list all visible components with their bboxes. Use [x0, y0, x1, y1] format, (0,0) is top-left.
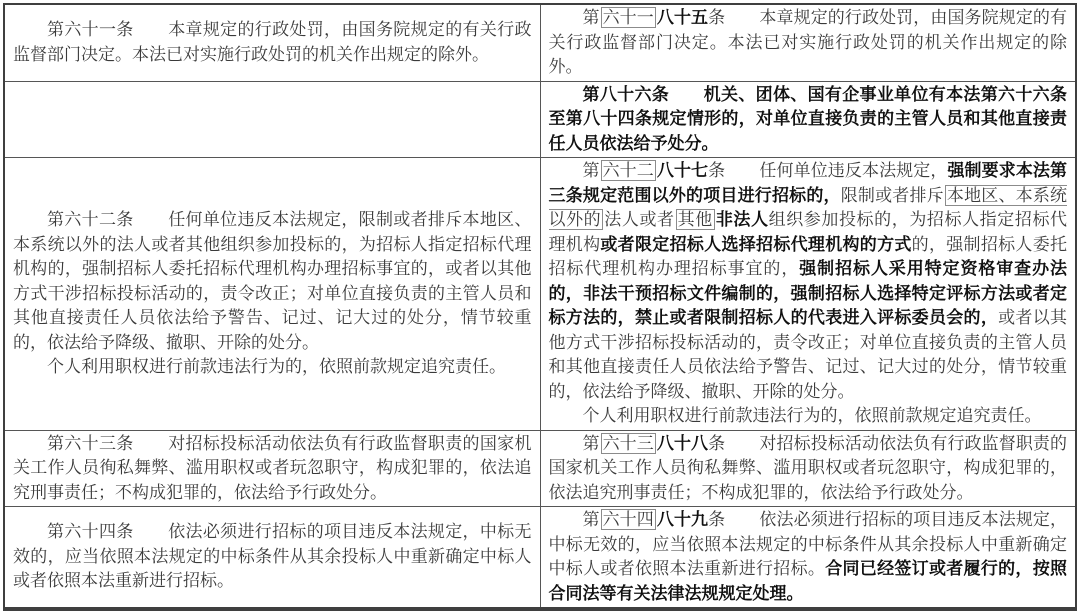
normal-text: 第六十四条 依法必须进行招标的项目违反本法规定，中标无效的，应当依照本法规定的中标条件从其余投标人中重新确定中标人或者依照本法重新进行招标。: [13, 522, 532, 591]
new-text-cell: [540, 4, 1076, 81]
law-paragraph: [13, 520, 532, 594]
old-text-cell: [4, 507, 540, 610]
table-row: [4, 81, 1076, 158]
law-comparison-table: [3, 3, 1077, 611]
normal-text: 法人或者: [604, 210, 675, 229]
deleted-text: 本地区、本系统以外的: [548, 185, 1068, 229]
law-paragraph: [549, 159, 1068, 404]
added-text: 八十五: [656, 8, 709, 27]
new-text-cell: [540, 158, 1076, 431]
normal-text: 组织参加投标的，为招标人指定招标代理机构: [548, 210, 1068, 254]
deleted-text: 其他: [677, 210, 713, 229]
law-paragraph: [13, 208, 532, 355]
new-text-cell: [540, 81, 1076, 158]
old-text-cell: [4, 4, 540, 81]
normal-text: 第六十一条 本章规定的行政处罚，由国务院规定的有关行政监督部门决定。本法已对实施行政处罚的机关作出规定的除外。: [13, 20, 532, 64]
added-text: 八十九: [656, 510, 709, 529]
table-row: [4, 430, 1076, 507]
normal-text: 个人利用职权进行前款违法行为的，依照前款规定追究责任。: [47, 357, 506, 376]
normal-text: 第: [582, 510, 600, 529]
deleted-text: 六十一: [602, 8, 654, 27]
normal-text: 条 依法必须进行招标的项目违反本法规定，中标无效的，应当依照本法规定的中标条件从其余投标人中重新确定中标人或者依照本法重新进行招标。: [548, 510, 1068, 578]
normal-text: 第: [582, 433, 600, 453]
deleted-text: 六十三: [602, 433, 654, 453]
normal-text: 或者以其他方式干涉招标投标活动的，责令改正；对单位直接负责的主管人员和其他直接责任人员依法给予警告、记过、记大过的处分，情节较重的，依法给予降级、撤职、开除的处分。: [548, 308, 1068, 401]
normal-text: 第: [582, 8, 600, 27]
old-text-cell: [4, 158, 540, 431]
table-row: [4, 158, 1076, 431]
normal-text: 第六十二条 任何单位违反本法规定，限制或者排斥本地区、本系统以外的法人或者其他组织参加投标的，为招标人指定招标代理机构的，强制招标人委托招标代理机构办理招标事宜的，或者以其他方式干涉招标投标活动的，责令改正；对单位直接负责的主管人员和其他直接责任人员依法给予警告、记过、记大过的处分，情节较重的，依法给予降级、撤职、开除的处分。: [13, 210, 532, 352]
normal-text: 个人利用职权进行前款违法行为的，依照前款规定追究责任。: [582, 406, 1042, 425]
deleted-text: 六十二: [602, 161, 654, 180]
added-text: 合同已经签订或者履行的，按照合同法等有关法律法规规定处理。: [548, 559, 1068, 603]
added-text: 非法人: [715, 210, 769, 229]
table-row: [4, 507, 1076, 610]
added-text: 或者限定招标人选择招标代理机构的方式: [600, 234, 912, 254]
law-paragraph: [549, 6, 1068, 80]
law-paragraph: [549, 508, 1068, 606]
old-text-cell: [4, 81, 540, 158]
added-text: 八十七: [656, 161, 709, 180]
normal-text: 的，强制招标人委托招标代理机构办理招标事宜的，: [548, 234, 1068, 278]
law-paragraph: [549, 404, 1068, 429]
deleted-text: 六十四: [602, 510, 654, 529]
normal-text: 条 本章规定的行政处罚，由国务院规定的有关行政监督部门决定。本法已对实施行政处罚的机关作出规定的除外。: [548, 8, 1068, 76]
normal-text: 限制或者排斥: [840, 185, 944, 205]
comparison-table-body: [4, 4, 1076, 609]
law-paragraph: [13, 355, 532, 380]
normal-text: 条 对招标投标活动依法负有行政监督职责的国家机关工作人员徇私舞弊、滥用职权或者玩忽职守，构成犯罪的，依法追究刑事责任；不构成犯罪的，依法给予行政处分。: [548, 433, 1068, 502]
table-row: [4, 4, 1076, 81]
added-text: 强制要求本法第三条规定范围以外的项目进行招标的，: [548, 161, 1068, 205]
old-text-cell: [4, 430, 540, 507]
law-paragraph: [549, 432, 1068, 506]
law-paragraph: [13, 18, 532, 67]
normal-text: 条 任何单位违反本法规定，: [708, 161, 948, 180]
added-text: 第八十六条 机关、团体、国有企事业单位有本法第六十六条至第八十四条规定情形的，对单位直接负责的主管人员和其他直接责任人员依法给予处分。: [548, 84, 1067, 153]
new-text-cell: [540, 507, 1076, 610]
added-text: 强制招标人采用特定资格审查办法的，非法干预招标文件编制的，强制招标人选择特定评标方法或者定标方法的，禁止或者限制招标人的代表进入评标委员会的，: [548, 259, 1067, 327]
law-paragraph: [13, 432, 532, 506]
new-text-cell: [540, 430, 1076, 507]
normal-text: 第: [582, 161, 600, 180]
law-paragraph: [549, 83, 1068, 157]
normal-text: 第六十三条 对招标投标活动依法负有行政监督职责的国家机关工作人员徇私舞弊、滥用职权或者玩忽职守，构成犯罪的，依法追究刑事责任；不构成犯罪的，依法给予行政处分。: [13, 433, 532, 502]
added-text: 八十八: [656, 433, 709, 453]
